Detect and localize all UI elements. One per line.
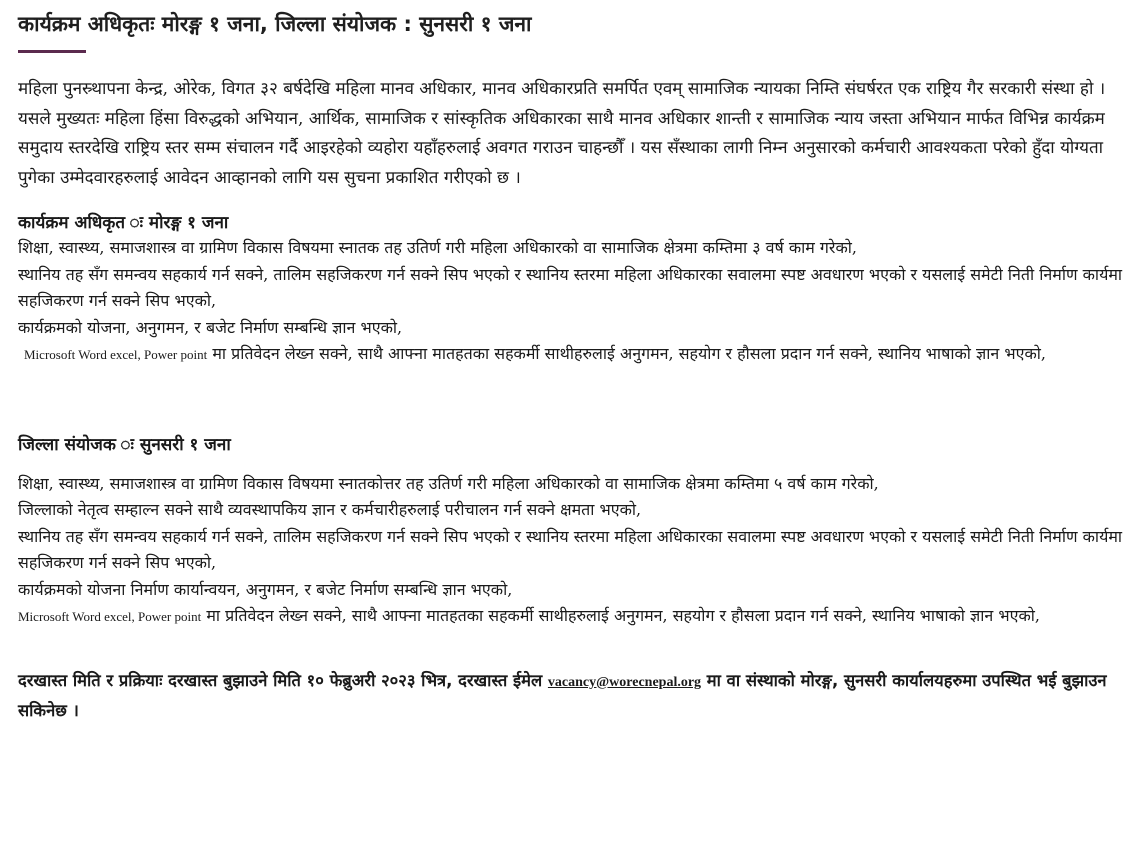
requirement-line: कार्यक्रमको योजना निर्माण कार्यान्वयन, अनुगमन, र बजेट निर्माण सम्बन्धि ज्ञान भएको,	[18, 579, 513, 599]
job-notice	[18, 8, 1123, 725]
requirement-software-line	[18, 603, 1123, 631]
page-title: कार्यक्रम अधिकृतः मोरङ्ग १ जना, जिल्ला संयोजक : सुनसरी १ जना	[18, 12, 532, 36]
requirement-software-line	[18, 341, 1123, 369]
application-text-before: दरखास्त मिति र प्रक्रियाः दरखास्त बुझाउने मिति १० फेब्रुअरी २०२३ भित्र, दरखास्त ईमेल	[18, 670, 543, 690]
title-underline	[18, 50, 86, 53]
software-requirement: मा प्रतिवेदन लेख्न सक्ने, साथै आफ्ना मातहतका सहकर्मी साथीहरुलाई अनुगमन, सहयोग र हौसला प्रदान गर्न सक्ने, स्थानिय भाषाको ज्ञान भएको,	[212, 344, 1046, 363]
requirement-line: जिल्लाको नेतृत्व सम्हाल्न सक्ने साथै व्यवस्थापकिय ज्ञान र कर्मचारीहरुलाई परीचालन गर्न सक्ने क्षमता भएको,	[18, 500, 642, 519]
requirement-line: स्थानिय तह सँग समन्वय सहकार्य गर्न सक्ने, तालिम सहजिकरण गर्न सक्ने सिप भएको र स्थानिय स्तरमा महिला अधिकारका सवालमा स्पष्ट अवधारण भएको र यसलाई समेटी निती निर्माण कार्यमा सहजिकरण गर्न सक्ने सिप भएको,	[18, 526, 1123, 572]
requirement-line: शिक्षा, स्वास्थ्य, समाजशास्त्र वा ग्रामिण विकास विषयमा स्नातकोत्तर तह उतिर्ण गरी महिला अधिकारको वा सामाजिक क्षेत्रमा कम्तिमा ५ वर्ष काम गरेको,	[18, 473, 879, 493]
software-requirement: मा प्रतिवेदन लेख्न सक्ने, साथै आफ्ना मातहतका सहकर्मी साथीहरुलाई अनुगमन, सहयोग र हौसला प्रदान गर्न सक्ने, स्थानिय भाषाको ज्ञान भएको,	[206, 606, 1040, 625]
application-instructions	[18, 667, 1123, 725]
requirement-line: स्थानिय तह सँग समन्वय सहकार्य गर्न सक्ने, तालिम सहजिकरण गर्न सक्ने सिप भएको र स्थानिय स्तरमा महिला अधिकारका सवालमा स्पष्ट अवधारण भएको र यसलाई समेटी निती निर्माण कार्यमा सहजिकरण गर्न सक्ने सिप भएको,	[18, 264, 1123, 310]
software-names: Microsoft Word excel, Power point	[24, 347, 208, 362]
section-heading-district-coordinator: जिल्ला संयोजक ः सुनसरी १ जना	[18, 434, 231, 455]
requirement-line: शिक्षा, स्वास्थ्य, समाजशास्त्र वा ग्रामिण विकास विषयमा स्नातक तह उतिर्ण गरी महिला अधिकारको वा सामाजिक क्षेत्रमा कम्तिमा ३ वर्ष काम गरेको,	[18, 238, 857, 257]
requirement-line: कार्यक्रमको योजना, अनुगमन, र बजेट निर्माण सम्बन्धि ज्ञान भएको,	[18, 317, 403, 337]
section-heading-program-officer: कार्यक्रम अधिकृत ः मोरङ्ग १ जना	[18, 213, 229, 233]
email-link[interactable]: vacancy@worecnepal.org	[547, 674, 702, 690]
intro-paragraph: महिला पुनस्र्थापना केन्द्र, ओरेक, विगत ३२ बर्षदेखि महिला मानव अधिकार, मानव अधिकारप्रति समर्पित एवम् सामाजिक न्यायका निम्ति संघर्षरत एक राष्ट्रिय गैर सरकारी संस्था हो । यसले मुख्यतः महिला हिंसा विरुद्धको अभियान, आर्थिक, सामाजिक र सांस्कृतिक अधिकारका साथै मानव अधिकार शान्ती र सामाजिक न्याय जस्ता अभियान मार्फत विभिन्न कार्यक्रम समुदाय स्तरदेखि राष्ट्रिय स्तर सम्म संचालन गर्दै आइरहेको व्यहोरा यहाँहरुलाई अवगत गराउन चाहन्छौँ । यस सँस्थाका लागी निम्न अनुसारको कर्मचारी आवश्यकता परेको हुँदा योग्यता पुगेका उम्मेदवारहरुलाई आवेदन आव्हानको लागि यस सुचना प्रकाशित गरीएको छ ।	[18, 79, 1106, 188]
application-text-after: मा वा संस्थाको मोरङ्ग, सुनसरी कार्यालयहरुमा उपस्थित भई बुझाउन सकिनेछ ।	[18, 670, 1107, 720]
software-names: Microsoft Word excel, Power point	[18, 609, 202, 624]
